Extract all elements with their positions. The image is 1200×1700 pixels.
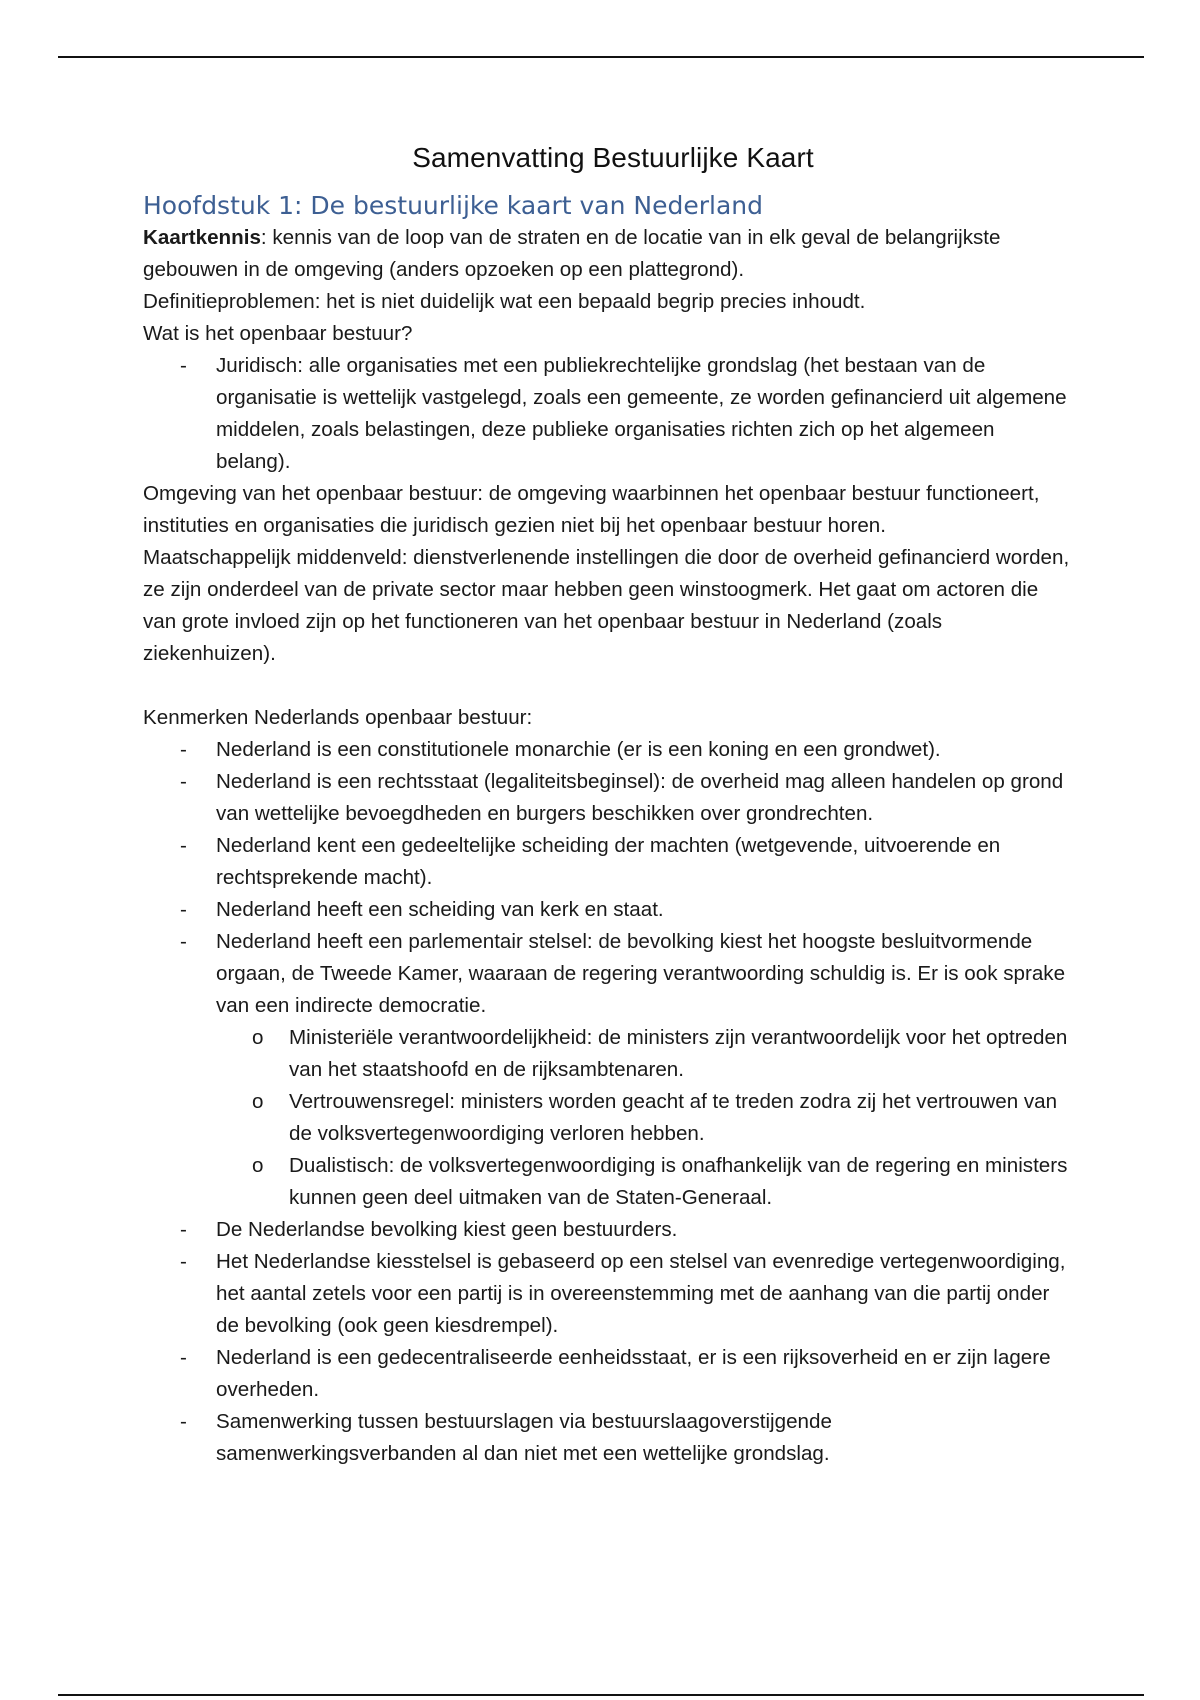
dash-bullet: -: [180, 770, 187, 793]
parlementair-sublist: [216, 1022, 1073, 1214]
list-item: - De Nederlandse bevolking kiest geen bestuurders.: [143, 1214, 1073, 1246]
dash-bullet: -: [180, 1218, 187, 1241]
circle-bullet: o: [252, 1154, 264, 1177]
spacer: [143, 670, 1073, 702]
dash-bullet: -: [180, 1250, 187, 1273]
dash-bullet: -: [180, 1410, 187, 1433]
dash-bullet: -: [180, 1346, 187, 1369]
definitieproblemen-paragraph: Definitieproblemen: het is niet duidelijk wat een bepaald begrip precies inhoudt.: [143, 290, 866, 313]
list-item: - Samenwerking tussen bestuurslagen via bestuurslaagoverstijgende samenwerkingsverbanden al dan niet met een wettelijke grondslag.: [143, 1406, 1073, 1470]
sublist-item: o Ministeriële verantwoordelijkheid: de ministers zijn verantwoordelijk voor het optreden van het staatshoofd en de rijksambtenaren.: [216, 1022, 1073, 1086]
list-item: - Juridisch: alle organisaties met een publiekrechtelijke grondslag (het bestaan van de organisatie is wettelijk vastgelegd, zoals een gemeente, ze worden gefinancierd uit algemene middelen, zoals belastingen, deze publieke organisaties richten zich op het algemeen belang).: [143, 350, 1073, 478]
header-rule: [58, 56, 1144, 58]
document-body: [143, 142, 1073, 1470]
kenmerken-list: [143, 734, 1073, 1470]
list-item: - Nederland is een rechtsstaat (legaliteitsbeginsel): de overheid mag alleen handelen op grond van wettelijke bevoegdheden en burgers beschikken over grondrechten.: [143, 766, 1073, 830]
omgeving-paragraph: Omgeving van het openbaar bestuur: de omgeving waarbinnen het openbaar bestuur functioneert, instituties en organisaties die juridisch gezien niet bij het openbaar bestuur horen.: [143, 482, 1040, 537]
juridisch-list: [143, 350, 1073, 478]
dash-bullet: -: [180, 738, 187, 761]
dash-bullet: -: [180, 834, 187, 857]
sublist-item: o Vertrouwensregel: ministers worden geacht af te treden zodra zij het vertrouwen van de volksvertegenwoordiging verloren hebben.: [216, 1086, 1073, 1150]
kenmerken-heading: Kenmerken Nederlands openbaar bestuur:: [143, 706, 533, 729]
list-item: - Nederland is een constitutionele monarchie (er is een koning en een grondwet).: [143, 734, 1073, 766]
chapter-heading: Hoofdstuk 1: De bestuurlijke kaart van Nederland: [143, 191, 764, 220]
kaartkennis-definition: : kennis van de loop van de straten en de locatie van in elk geval de belangrijkste gebouwen in de omgeving (anders opzoeken op een plattegrond).: [143, 226, 1001, 281]
list-item: - Nederland heeft een scheiding van kerk en staat.: [143, 894, 1073, 926]
list-item: - Nederland is een gedecentraliseerde eenheidsstaat, er is een rijksoverheid en er zijn lagere overheden.: [143, 1342, 1073, 1406]
kaartkennis-paragraph: [143, 222, 1073, 286]
document-title: Samenvatting Bestuurlijke Kaart: [412, 142, 814, 173]
openbaar-bestuur-question: Wat is het openbaar bestuur?: [143, 322, 413, 345]
list-item: - Het Nederlandse kiesstelsel is gebaseerd op een stelsel van evenredige vertegenwoordiging, het aantal zetels voor een partij is in overeenstemming met de aanhang van die partij onder de bevolking (ook geen kiesdrempel).: [143, 1246, 1073, 1342]
dash-bullet: -: [180, 930, 187, 953]
kaartkennis-term: Kaartkennis: [143, 226, 261, 249]
middenveld-paragraph: Maatschappelijk middenveld: dienstverlenende instellingen die door de overheid gefinancierd worden, ze zijn onderdeel van de private sector maar hebben geen winstoogmerk. Het gaat om actoren die van grote invloed zijn op het functioneren van het openbaar bestuur in Nederland (zoals ziekenhuizen).: [143, 546, 1070, 665]
list-item: - Nederland kent een gedeeltelijke scheiding der machten (wetgevende, uitvoerende en rechtsprekende macht).: [143, 830, 1073, 894]
circle-bullet: o: [252, 1090, 264, 1113]
circle-bullet: o: [252, 1026, 264, 1049]
dash-bullet: -: [180, 354, 187, 377]
dash-bullet: -: [180, 898, 187, 921]
sublist-item: o Dualistisch: de volksvertegenwoordiging is onafhankelijk van de regering en ministers kunnen geen deel uitmaken van de Staten-Generaal.: [216, 1150, 1073, 1214]
footer-rule: [58, 1694, 1144, 1696]
list-item: - Nederland heeft een parlementair stelsel: de bevolking kiest het hoogste besluitvormende orgaan, de Tweede Kamer, waaraan de regering verantwoording schuldig is. Er is ook sprake van een indirecte democratie. o Ministeriële verantwoordelijkheid: de ministers zijn verantwoordelijk voor het optreden van het staatshoofd en de rijksambtenaren. o Vertrouwensregel: ministers worden geacht af te treden zodra zij het vertrouwen van de volksvertegenwoordiging verloren hebben. o Dualistisch: de volksvertegenwoordiging is onafhankelijk van de regering en ministers kunnen geen deel uitmaken van de Staten-Generaal.: [143, 926, 1073, 1214]
